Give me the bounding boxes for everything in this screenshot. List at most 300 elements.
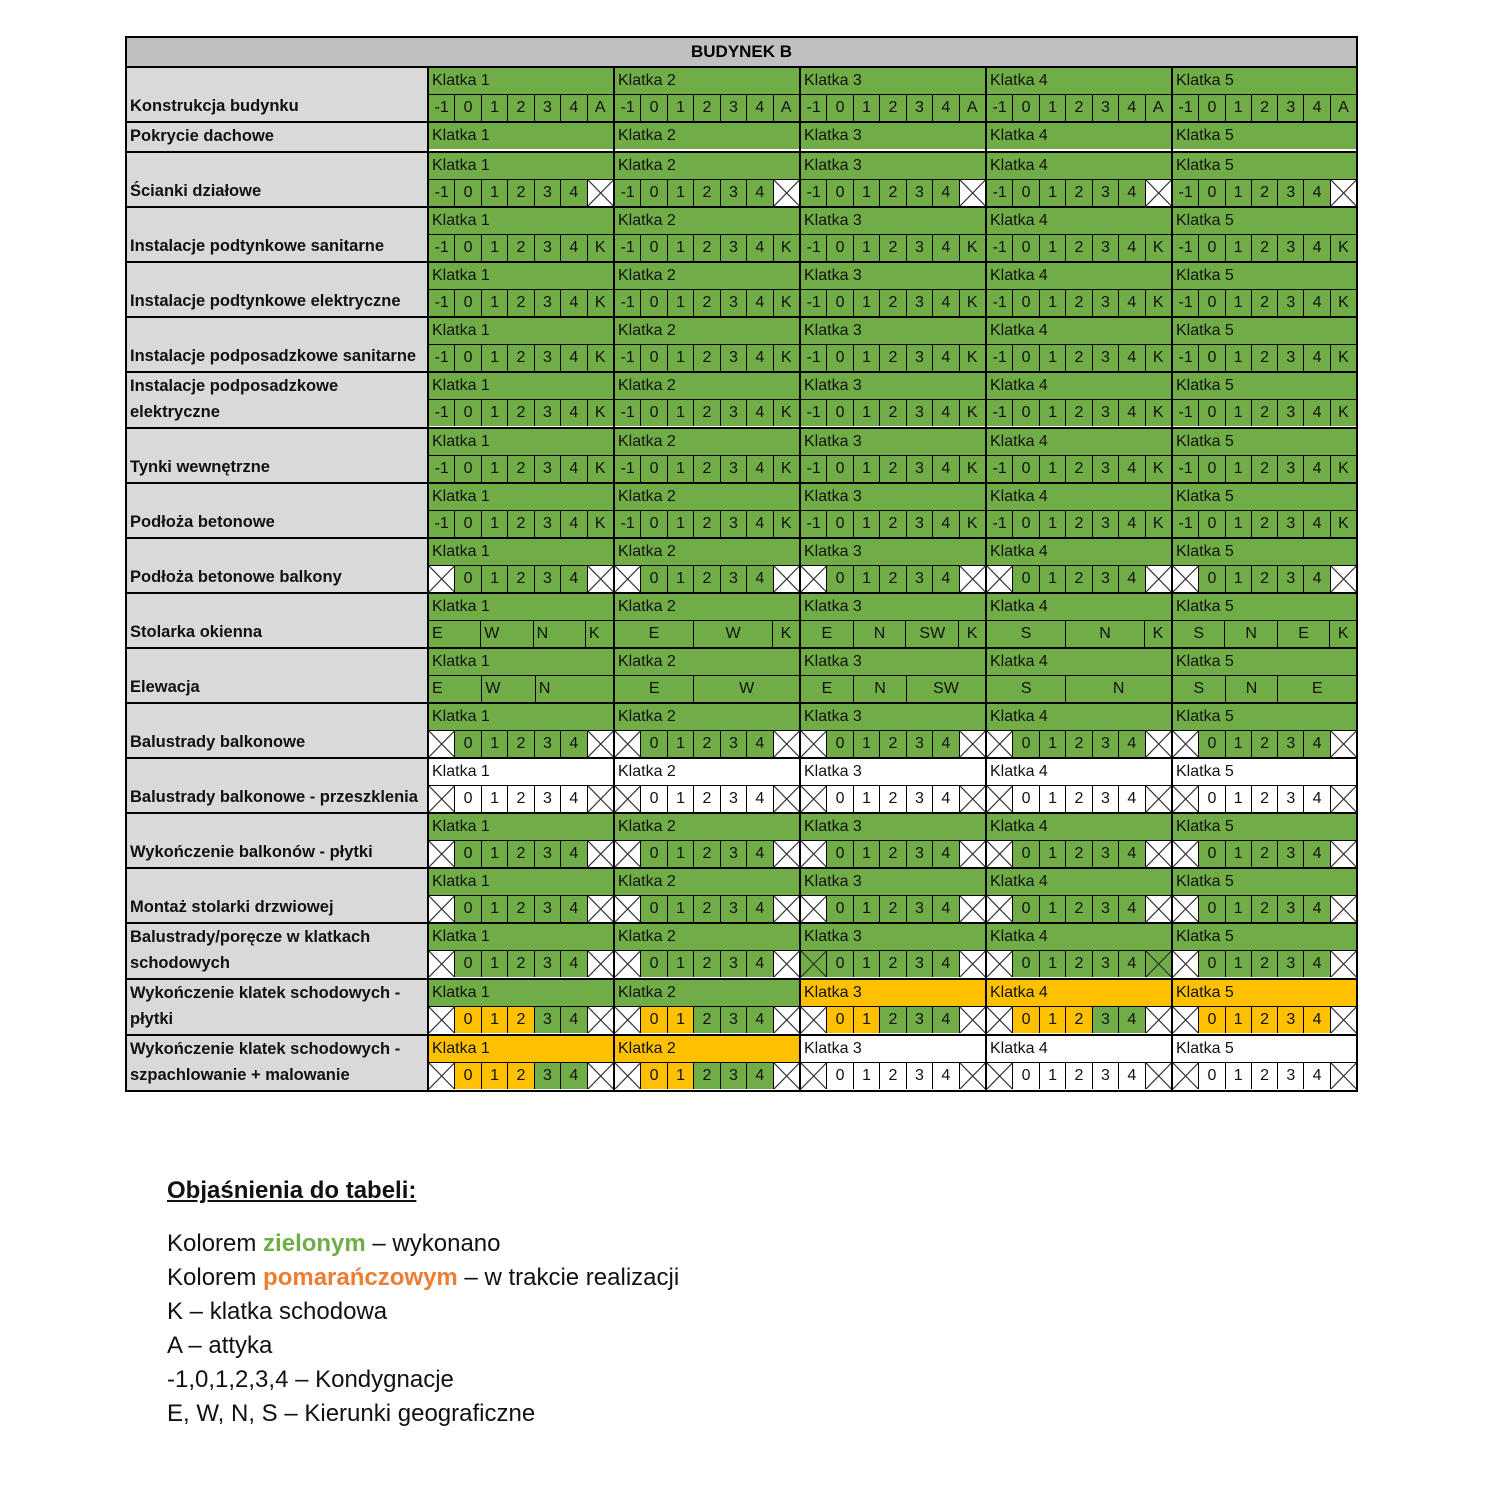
level-cell: 2 xyxy=(507,95,533,121)
level-cell: S xyxy=(1173,621,1224,647)
row-label: Podłoża betonowe balkony xyxy=(126,538,428,593)
level-cell: -1 xyxy=(801,511,826,537)
klatka-label: Klatka 5 xyxy=(1173,429,1356,456)
not-applicable-cross-icon xyxy=(1330,1063,1356,1089)
level-cell: K xyxy=(773,511,799,537)
level-cell: -1 xyxy=(429,456,454,482)
level-row xyxy=(987,621,1171,647)
not-applicable-cross-icon xyxy=(987,786,1012,812)
klatka-cell xyxy=(428,648,614,703)
level-row xyxy=(615,566,799,592)
not-applicable-cross-icon xyxy=(587,841,613,867)
table-title: BUDYNEK B xyxy=(126,37,1357,67)
not-applicable-cross-icon xyxy=(587,1007,613,1033)
level-cell: 1 xyxy=(853,786,879,812)
klatka-label: Klatka 3 xyxy=(801,208,985,235)
level-row xyxy=(801,95,985,121)
level-row xyxy=(429,345,613,371)
not-applicable-cross-icon xyxy=(773,1007,799,1033)
klatka-label: Klatka 4 xyxy=(987,869,1171,896)
level-cell: 1 xyxy=(1039,951,1065,977)
not-applicable-cross-icon xyxy=(615,731,640,757)
level-cell: 1 xyxy=(481,1063,507,1089)
level-row xyxy=(1173,621,1356,647)
level-cell: 3 xyxy=(906,95,932,121)
not-applicable-cross-icon xyxy=(587,951,613,977)
klatka-cell xyxy=(1172,648,1357,703)
level-cell: K xyxy=(773,400,799,426)
level-cell: 1 xyxy=(481,951,507,977)
level-cell: A xyxy=(959,95,985,121)
level-cell: 2 xyxy=(507,1063,533,1089)
klatka-label: Klatka 2 xyxy=(615,484,799,511)
level-cell: 4 xyxy=(1118,290,1144,316)
level-cell: 4 xyxy=(1303,95,1329,121)
not-applicable-cross-icon xyxy=(1173,1007,1198,1033)
level-cell: 1 xyxy=(1225,95,1251,121)
table-row xyxy=(126,923,1357,979)
level-cell: 3 xyxy=(1277,1063,1303,1089)
level-cell: 0 xyxy=(1012,95,1038,121)
level-cell: 4 xyxy=(932,235,958,261)
level-row xyxy=(1173,951,1356,977)
level-cell: 2 xyxy=(693,400,719,426)
level-cell: W xyxy=(693,676,799,702)
klatka-label: Klatka 3 xyxy=(801,869,985,896)
level-cell: 4 xyxy=(1118,786,1144,812)
table-row xyxy=(126,67,1357,122)
level-cell: 1 xyxy=(667,235,693,261)
klatka-cell xyxy=(428,428,614,483)
klatka-label: Klatka 2 xyxy=(615,263,799,290)
level-cell: K xyxy=(587,345,613,371)
level-cell: K xyxy=(1144,621,1171,647)
level-cell: 2 xyxy=(693,235,719,261)
not-applicable-cross-icon xyxy=(987,841,1012,867)
level-cell: 2 xyxy=(507,951,533,977)
level-cell: 3 xyxy=(906,786,932,812)
level-cell: 4 xyxy=(932,1007,958,1033)
level-row xyxy=(615,731,799,757)
level-cell: 2 xyxy=(693,1007,719,1033)
level-cell: 1 xyxy=(481,456,507,482)
level-cell: 4 xyxy=(1118,456,1144,482)
row-label: Wykończenie balkonów - płytki xyxy=(126,813,428,868)
level-row xyxy=(1173,1063,1356,1089)
klatka-cell xyxy=(986,67,1172,122)
level-cell: 1 xyxy=(1039,841,1065,867)
klatka-label: Klatka 5 xyxy=(1173,869,1356,896)
level-row xyxy=(615,456,799,482)
klatka-label: Klatka 2 xyxy=(615,318,799,345)
klatka-cell xyxy=(800,593,986,648)
level-cell: 4 xyxy=(1303,290,1329,316)
level-cell: 3 xyxy=(906,951,932,977)
level-cell: 3 xyxy=(534,896,560,922)
level-cell: 3 xyxy=(906,896,932,922)
level-row xyxy=(429,731,613,757)
level-cell: 4 xyxy=(1118,95,1144,121)
level-cell: 2 xyxy=(1251,731,1277,757)
level-cell: 0 xyxy=(826,896,852,922)
level-cell: 3 xyxy=(1092,566,1118,592)
level-cell: 0 xyxy=(1012,566,1038,592)
level-row xyxy=(615,676,799,702)
level-cell: 0 xyxy=(1012,290,1038,316)
klatka-cell xyxy=(1172,152,1357,207)
level-row xyxy=(615,896,799,922)
level-cell: 3 xyxy=(534,951,560,977)
level-cell: -1 xyxy=(987,235,1012,261)
level-cell: 3 xyxy=(1092,786,1118,812)
level-cell: -1 xyxy=(1173,345,1198,371)
row-label: Elewacja xyxy=(126,648,428,703)
klatka-cell xyxy=(800,648,986,703)
level-row xyxy=(429,896,613,922)
klatka-label: Klatka 4 xyxy=(987,704,1171,731)
level-cell: -1 xyxy=(801,290,826,316)
level-cell: -1 xyxy=(801,400,826,426)
level-cell: 2 xyxy=(1065,951,1091,977)
level-cell: 3 xyxy=(720,1007,746,1033)
table-row xyxy=(126,262,1357,317)
level-cell: N xyxy=(535,676,613,702)
level-cell: 1 xyxy=(1039,731,1065,757)
not-applicable-cross-icon xyxy=(615,1063,640,1089)
level-cell: W xyxy=(480,621,532,647)
not-applicable-cross-icon xyxy=(801,786,826,812)
level-row xyxy=(801,400,985,426)
level-cell: 1 xyxy=(1225,345,1251,371)
not-applicable-cross-icon xyxy=(987,951,1012,977)
level-cell: K xyxy=(587,400,613,426)
level-cell: -1 xyxy=(615,180,640,206)
klatka-label: Klatka 3 xyxy=(801,649,985,676)
level-cell: 3 xyxy=(534,731,560,757)
level-cell: 0 xyxy=(1012,1007,1038,1033)
level-cell: 3 xyxy=(906,1007,932,1033)
not-applicable-cross-icon xyxy=(1145,786,1171,812)
level-cell: 3 xyxy=(906,1063,932,1089)
level-cell: 2 xyxy=(507,896,533,922)
table-row xyxy=(126,1035,1357,1091)
level-cell: 0 xyxy=(454,786,480,812)
klatka-cell xyxy=(986,483,1172,538)
legend-orange xyxy=(167,1261,679,1295)
level-cell: 1 xyxy=(853,180,879,206)
level-cell: 0 xyxy=(826,95,852,121)
level-cell: K xyxy=(587,456,613,482)
level-row xyxy=(1173,180,1356,206)
level-cell: 3 xyxy=(534,180,560,206)
level-cell: 1 xyxy=(481,566,507,592)
level-cell: 0 xyxy=(826,786,852,812)
klatka-cell xyxy=(614,428,800,483)
level-cell: 4 xyxy=(932,566,958,592)
level-cell: -1 xyxy=(1173,400,1198,426)
level-row xyxy=(1173,290,1356,316)
level-cell: 1 xyxy=(1039,345,1065,371)
level-cell: 3 xyxy=(720,345,746,371)
klatka-label: Klatka 4 xyxy=(987,539,1171,566)
level-cell: 0 xyxy=(640,951,666,977)
level-cell: 0 xyxy=(826,180,852,206)
klatka-label: Klatka 1 xyxy=(429,263,613,290)
level-cell: 0 xyxy=(454,1007,480,1033)
klatka-cell xyxy=(614,758,800,813)
level-cell: 2 xyxy=(879,841,905,867)
level-cell: E xyxy=(429,676,481,702)
klatka-cell xyxy=(800,317,986,372)
klatka-label: Klatka 3 xyxy=(801,263,985,290)
level-cell: 1 xyxy=(853,1007,879,1033)
level-cell: 2 xyxy=(879,180,905,206)
level-row xyxy=(1173,95,1356,121)
level-cell: 3 xyxy=(534,456,560,482)
level-cell: 1 xyxy=(667,566,693,592)
not-applicable-cross-icon xyxy=(587,786,613,812)
table-row xyxy=(126,317,1357,372)
level-cell: 3 xyxy=(1092,1063,1118,1089)
level-cell: 4 xyxy=(1303,180,1329,206)
level-cell: 2 xyxy=(879,1007,905,1033)
level-cell: -1 xyxy=(429,180,454,206)
level-cell: 0 xyxy=(1012,345,1038,371)
level-cell: 0 xyxy=(1012,180,1038,206)
level-cell: 4 xyxy=(560,1007,586,1033)
level-cell: K xyxy=(1329,621,1356,647)
level-row xyxy=(1173,456,1356,482)
level-row xyxy=(615,400,799,426)
not-applicable-cross-icon xyxy=(1173,731,1198,757)
level-cell: 4 xyxy=(1118,400,1144,426)
level-cell: 0 xyxy=(826,290,852,316)
level-row xyxy=(801,235,985,261)
not-applicable-cross-icon xyxy=(587,566,613,592)
klatka-cell xyxy=(986,122,1172,152)
level-cell: 1 xyxy=(667,345,693,371)
level-cell: 2 xyxy=(693,896,719,922)
level-cell: 1 xyxy=(667,786,693,812)
not-applicable-cross-icon xyxy=(959,786,985,812)
level-cell: 1 xyxy=(853,511,879,537)
not-applicable-cross-icon xyxy=(1145,1063,1171,1089)
table-row xyxy=(126,813,1357,868)
klatka-label: Klatka 5 xyxy=(1173,539,1356,566)
klatka-label: Klatka 5 xyxy=(1173,704,1356,731)
level-cell: K xyxy=(773,456,799,482)
level-cell: 0 xyxy=(640,841,666,867)
klatka-cell xyxy=(614,262,800,317)
legend-green-word: zielonym xyxy=(263,1230,366,1257)
level-cell: 0 xyxy=(1198,566,1224,592)
level-cell: -1 xyxy=(987,345,1012,371)
level-cell: -1 xyxy=(801,180,826,206)
table-row xyxy=(126,868,1357,923)
level-row xyxy=(429,621,613,647)
level-cell: 2 xyxy=(1065,1063,1091,1089)
klatka-label: Klatka 4 xyxy=(987,373,1171,400)
level-cell: 4 xyxy=(1118,731,1144,757)
level-cell: 3 xyxy=(720,235,746,261)
level-cell: 0 xyxy=(640,1063,666,1089)
level-cell: 3 xyxy=(720,951,746,977)
level-cell: 0 xyxy=(640,345,666,371)
klatka-label: Klatka 1 xyxy=(429,373,613,400)
level-cell: 1 xyxy=(667,896,693,922)
table-row xyxy=(126,372,1357,428)
level-cell: 1 xyxy=(1225,235,1251,261)
klatka-label: Klatka 4 xyxy=(987,594,1171,621)
level-cell: 3 xyxy=(1092,345,1118,371)
level-cell: 4 xyxy=(1118,896,1144,922)
level-cell: 1 xyxy=(853,841,879,867)
level-cell: 4 xyxy=(1303,841,1329,867)
level-row xyxy=(429,1063,613,1089)
klatka-label: Klatka 1 xyxy=(429,539,613,566)
row-label: Stolarka okienna xyxy=(126,593,428,648)
level-row xyxy=(429,676,613,702)
level-cell: K xyxy=(1330,511,1356,537)
klatka-cell xyxy=(1172,67,1357,122)
level-cell: 4 xyxy=(746,290,772,316)
level-cell: 4 xyxy=(932,1063,958,1089)
level-cell: E xyxy=(615,676,693,702)
klatka-label: Klatka 2 xyxy=(615,153,799,180)
level-row xyxy=(987,786,1171,812)
klatka-cell xyxy=(986,428,1172,483)
level-cell: 4 xyxy=(1303,896,1329,922)
level-cell: -1 xyxy=(429,95,454,121)
klatka-cell xyxy=(986,813,1172,868)
not-applicable-cross-icon xyxy=(1145,731,1171,757)
level-cell: 0 xyxy=(454,566,480,592)
level-cell: 1 xyxy=(853,1063,879,1089)
klatka-cell xyxy=(614,703,800,758)
level-cell: K xyxy=(1145,511,1171,537)
level-cell: A xyxy=(587,95,613,121)
not-applicable-cross-icon xyxy=(615,841,640,867)
level-cell: 2 xyxy=(507,511,533,537)
not-applicable-cross-icon xyxy=(773,1063,799,1089)
not-applicable-cross-icon xyxy=(959,1007,985,1033)
klatka-cell xyxy=(986,372,1172,428)
level-row xyxy=(987,235,1171,261)
row-label: Balustrady/poręcze w klatkach schodowych xyxy=(126,923,428,979)
klatka-label: Klatka 4 xyxy=(987,649,1171,676)
klatka-cell xyxy=(428,868,614,923)
not-applicable-cross-icon xyxy=(1330,180,1356,206)
level-cell: 1 xyxy=(853,951,879,977)
level-cell: -1 xyxy=(801,95,826,121)
level-cell: 1 xyxy=(853,95,879,121)
level-cell: S xyxy=(987,621,1065,647)
not-applicable-cross-icon xyxy=(429,786,454,812)
not-applicable-cross-icon xyxy=(773,731,799,757)
level-row xyxy=(429,400,613,426)
klatka-cell xyxy=(800,262,986,317)
level-cell: K xyxy=(959,235,985,261)
legend-orange-word: pomarańczowym xyxy=(263,1264,458,1291)
level-cell: N xyxy=(1225,676,1278,702)
level-cell: 4 xyxy=(746,731,772,757)
not-applicable-cross-icon xyxy=(615,786,640,812)
level-cell: -1 xyxy=(1173,511,1198,537)
level-cell: 3 xyxy=(534,1007,560,1033)
klatka-label: Klatka 3 xyxy=(801,1036,985,1063)
level-cell: K xyxy=(1145,345,1171,371)
level-cell: 2 xyxy=(1065,290,1091,316)
level-cell: 3 xyxy=(534,235,560,261)
level-cell: 2 xyxy=(507,841,533,867)
level-cell: 3 xyxy=(1277,180,1303,206)
klatka-label: Klatka 3 xyxy=(801,318,985,345)
level-cell: 0 xyxy=(1012,511,1038,537)
level-cell: 2 xyxy=(1065,786,1091,812)
level-cell: 2 xyxy=(1065,235,1091,261)
level-cell: 0 xyxy=(1198,896,1224,922)
level-cell: 3 xyxy=(1277,511,1303,537)
level-cell: 0 xyxy=(826,456,852,482)
level-cell: 3 xyxy=(1277,731,1303,757)
level-cell: 2 xyxy=(1065,456,1091,482)
level-cell: 2 xyxy=(507,400,533,426)
level-row xyxy=(429,456,613,482)
klatka-label: Klatka 1 xyxy=(429,484,613,511)
level-cell: 3 xyxy=(1277,290,1303,316)
level-cell: 1 xyxy=(667,400,693,426)
not-applicable-cross-icon xyxy=(959,841,985,867)
table-row xyxy=(126,152,1357,207)
level-cell: 4 xyxy=(746,786,772,812)
level-row xyxy=(987,1007,1171,1033)
level-cell: 3 xyxy=(906,235,932,261)
legend-orange-pre: Kolorem xyxy=(167,1264,264,1291)
level-cell: 4 xyxy=(1303,731,1329,757)
klatka-cell xyxy=(614,868,800,923)
level-cell: 1 xyxy=(667,731,693,757)
klatka-cell xyxy=(428,67,614,122)
level-cell: 2 xyxy=(1251,1063,1277,1089)
level-cell: 0 xyxy=(640,786,666,812)
klatka-label: Klatka 1 xyxy=(429,429,613,456)
klatka-cell xyxy=(800,372,986,428)
klatka-cell xyxy=(986,868,1172,923)
table-row xyxy=(126,758,1357,813)
klatka-cell xyxy=(614,67,800,122)
level-cell: 1 xyxy=(853,456,879,482)
level-cell: 3 xyxy=(906,566,932,592)
level-cell: 1 xyxy=(1225,731,1251,757)
level-cell: 0 xyxy=(1012,1063,1038,1089)
level-cell: 2 xyxy=(1065,95,1091,121)
level-cell: 1 xyxy=(1039,1063,1065,1089)
level-cell: 4 xyxy=(932,456,958,482)
level-cell: 3 xyxy=(720,456,746,482)
level-cell: 0 xyxy=(826,400,852,426)
klatka-label: Klatka 5 xyxy=(1173,759,1356,786)
klatka-label: Klatka 4 xyxy=(987,429,1171,456)
level-row xyxy=(987,896,1171,922)
klatka-label: Klatka 4 xyxy=(987,68,1171,95)
level-cell: 4 xyxy=(932,180,958,206)
klatka-label: Klatka 5 xyxy=(1173,263,1356,290)
level-row xyxy=(1173,896,1356,922)
klatka-label: Klatka 1 xyxy=(429,704,613,731)
klatka-label: Klatka 2 xyxy=(615,208,799,235)
klatka-cell xyxy=(1172,372,1357,428)
level-cell: 2 xyxy=(879,786,905,812)
